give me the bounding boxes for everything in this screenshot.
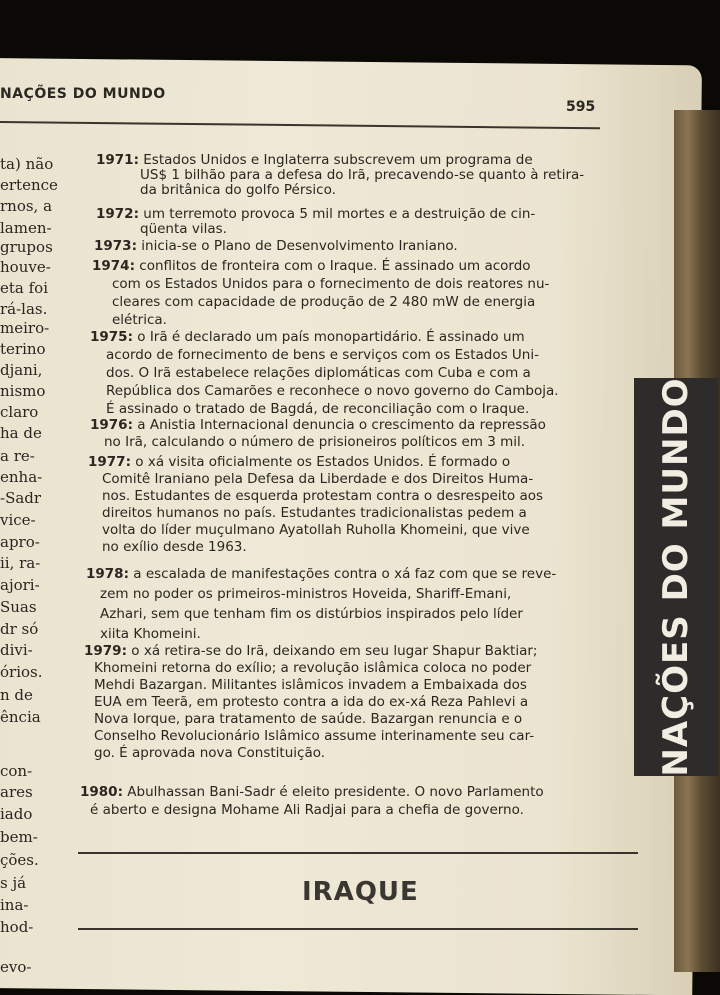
entry-first-line	[92, 259, 531, 274]
entry-text: conflitos de fronteira com o Iraque. É assinado um acordo	[134, 258, 531, 274]
left-column-fragment: divi-	[0, 641, 33, 659]
entry-line: dos. O Irã estabelece relações diplomáticas com Cuba e com a	[106, 365, 531, 381]
entry-text: inicia-se o Plano de Desenvolvimento Iraniano.	[136, 238, 458, 254]
entry-text: o Irã é declarado um país monopartidário. É assinado um	[132, 329, 525, 345]
left-column-fragment: meiro-	[0, 319, 50, 337]
left-column-fragment: eta foi	[0, 279, 48, 297]
entry-year: 1978:	[86, 566, 129, 582]
left-column-fragment: iado	[0, 805, 33, 823]
entry-year: 1979:	[84, 643, 127, 659]
entry-line: Comitê Iraniano pela Defesa da Liberdade e dos Direitos Huma-	[102, 471, 534, 487]
left-column-fragment: bem-	[0, 828, 38, 846]
left-column-fragment: lamen-	[0, 219, 52, 237]
left-column-fragment: enha-	[0, 468, 43, 486]
section-rule-bottom	[78, 928, 638, 930]
entry-line: US$ 1 bilhão para a defesa do Irã, precavendo-se quanto à retira-	[140, 167, 585, 183]
entry-line: qüenta vilas.	[140, 221, 227, 237]
entry-year: 1972:	[96, 206, 139, 222]
left-column-fragment: claro	[0, 403, 39, 421]
left-column-fragment: djani,	[0, 361, 43, 379]
left-column-fragment: -Sadr	[0, 489, 42, 507]
entry-text: a escalada de manifestações contra o xá faz com que se reve-	[128, 566, 557, 582]
entry-first-line	[84, 644, 537, 659]
page-number: 595	[566, 99, 596, 115]
entry-year: 1974:	[92, 258, 135, 274]
left-column-fragment: dr só	[0, 620, 39, 638]
section-title: IRAQUE	[302, 877, 419, 907]
left-column-fragment: n de	[0, 686, 33, 704]
running-head: NAÇÕES DO MUNDO	[0, 86, 166, 102]
entry-year: 1971:	[96, 152, 139, 168]
left-column-fragment: hod-	[0, 918, 34, 936]
entry-line: Azhari, sem que tenham fim os distúrbios inspirados pelo líder	[100, 606, 523, 622]
entry-line: É assinado o tratado de Bagdá, de reconciliação com o Iraque.	[106, 401, 530, 417]
entry-year: 1973:	[94, 238, 137, 254]
entry-first-line	[80, 785, 544, 800]
entry-line: zem no poder os primeiros-ministros Hoveida, Shariff-Emani,	[100, 586, 512, 602]
entry-line: acordo de fornecimento de bens e serviços com os Estados Uni-	[106, 347, 539, 363]
left-column-fragment: a re-	[0, 447, 35, 465]
entry-first-line	[94, 239, 458, 254]
entry-first-line	[90, 330, 525, 345]
left-column-fragment: rnos, a	[0, 197, 53, 215]
left-column-fragment: ções.	[0, 851, 39, 869]
left-column-fragment: rá-las.	[0, 300, 48, 318]
entry-year: 1977:	[88, 454, 131, 470]
left-column-fragment: grupos	[0, 238, 53, 256]
left-column-fragment: vice-	[0, 511, 36, 529]
left-column-fragment: ina-	[0, 896, 29, 914]
entry-first-line	[96, 207, 535, 222]
left-column-fragment: houve-	[0, 258, 51, 276]
entry-line: Conselho Revolucionário Islâmico assume interinamente seu car-	[94, 728, 535, 744]
entry-line: no Irã, calculando o número de prisioneiros políticos em 3 mil.	[104, 434, 526, 450]
left-column-fragment: ii, ra-	[0, 554, 41, 572]
section-rule-top	[78, 852, 638, 854]
entry-line: elétrica.	[112, 312, 167, 328]
entry-line: Khomeini retorna do exílio; a revolução islâmica coloca no poder	[94, 660, 532, 676]
entry-line: volta do líder muçulmano Ayatollah Ruholla Khomeini, que vive	[102, 522, 530, 538]
entry-first-line	[96, 153, 533, 168]
left-column-fragment: ência	[0, 708, 41, 726]
entry-first-line	[86, 567, 556, 582]
left-column-fragment: s já	[0, 874, 27, 892]
entry-text: Estados Unidos e Inglaterra subscrevem um programa de	[138, 152, 533, 168]
entry-text: o xá retira-se do Irã, deixando em seu lugar Shapur Baktiar;	[126, 643, 538, 659]
left-column-fragment: ha de	[0, 424, 42, 442]
entry-line: xiita Khomeini.	[100, 626, 201, 642]
entry-line: é aberto e designa Mohame Ali Radjai para a chefia de governo.	[90, 802, 524, 818]
entry-line: Nova Iorque, para tratamento de saúde. Bazargan renuncia e o	[94, 711, 523, 727]
entry-first-line	[90, 418, 546, 433]
entry-line: no exílio desde 1963.	[102, 539, 247, 555]
entry-text: Abulhassan Bani-Sadr é eleito presidente. O novo Parlamento	[122, 784, 544, 800]
entry-line: go. É aprovada nova Constituição.	[94, 745, 326, 761]
entry-line: direitos humanos no país. Estudantes tradicionalistas pedem a	[102, 505, 527, 521]
entry-year: 1975:	[90, 329, 133, 345]
entry-text: a Anistia Internacional denuncia o crescimento da repressão	[132, 417, 546, 433]
left-column-fragment: con-	[0, 762, 33, 780]
entry-line: nos. Estudantes de esquerda protestam contra o desrespeito aos	[102, 488, 544, 504]
entry-line: República dos Camarões e reconhece o novo governo do Camboja.	[106, 383, 559, 399]
entry-line: EUA em Teerã, em protesto contra a ida do ex-xá Reza Pahlevi a	[94, 694, 529, 710]
entry-first-line	[88, 455, 510, 470]
entry-year: 1976:	[90, 417, 133, 433]
left-column-fragment: ajori-	[0, 576, 40, 594]
left-column-fragment: ta) não	[0, 155, 54, 173]
left-column-fragment: apro-	[0, 533, 40, 551]
left-column-fragment: evo-	[0, 958, 32, 976]
entry-year: 1980:	[80, 784, 123, 800]
entry-text: um terremoto provoca 5 mil mortes e a destruição de cin-	[138, 206, 536, 222]
left-column-fragment: ertence	[0, 176, 58, 194]
entry-line: cleares com capacidade de produção de 2 480 mW de energia	[112, 294, 536, 310]
left-column-fragment: nismo	[0, 382, 46, 400]
left-column-fragment: ares	[0, 783, 33, 801]
entry-text: o xá visita oficialmente os Estados Unidos. É formado o	[130, 454, 511, 470]
entry-line: da britânica do golfo Pérsico.	[140, 182, 336, 198]
left-column-fragment: terino	[0, 340, 46, 358]
side-tab-label: NAÇÕES DO MUNDO	[656, 377, 696, 777]
entry-line: com os Estados Unidos para o fornecimento de dois reatores nu-	[112, 276, 550, 292]
left-column-fragment: Suas	[0, 598, 37, 616]
left-column-fragment: órios.	[0, 663, 43, 681]
entry-line: Mehdi Bazargan. Militantes islâmicos invadem a Embaixada dos	[94, 677, 527, 693]
